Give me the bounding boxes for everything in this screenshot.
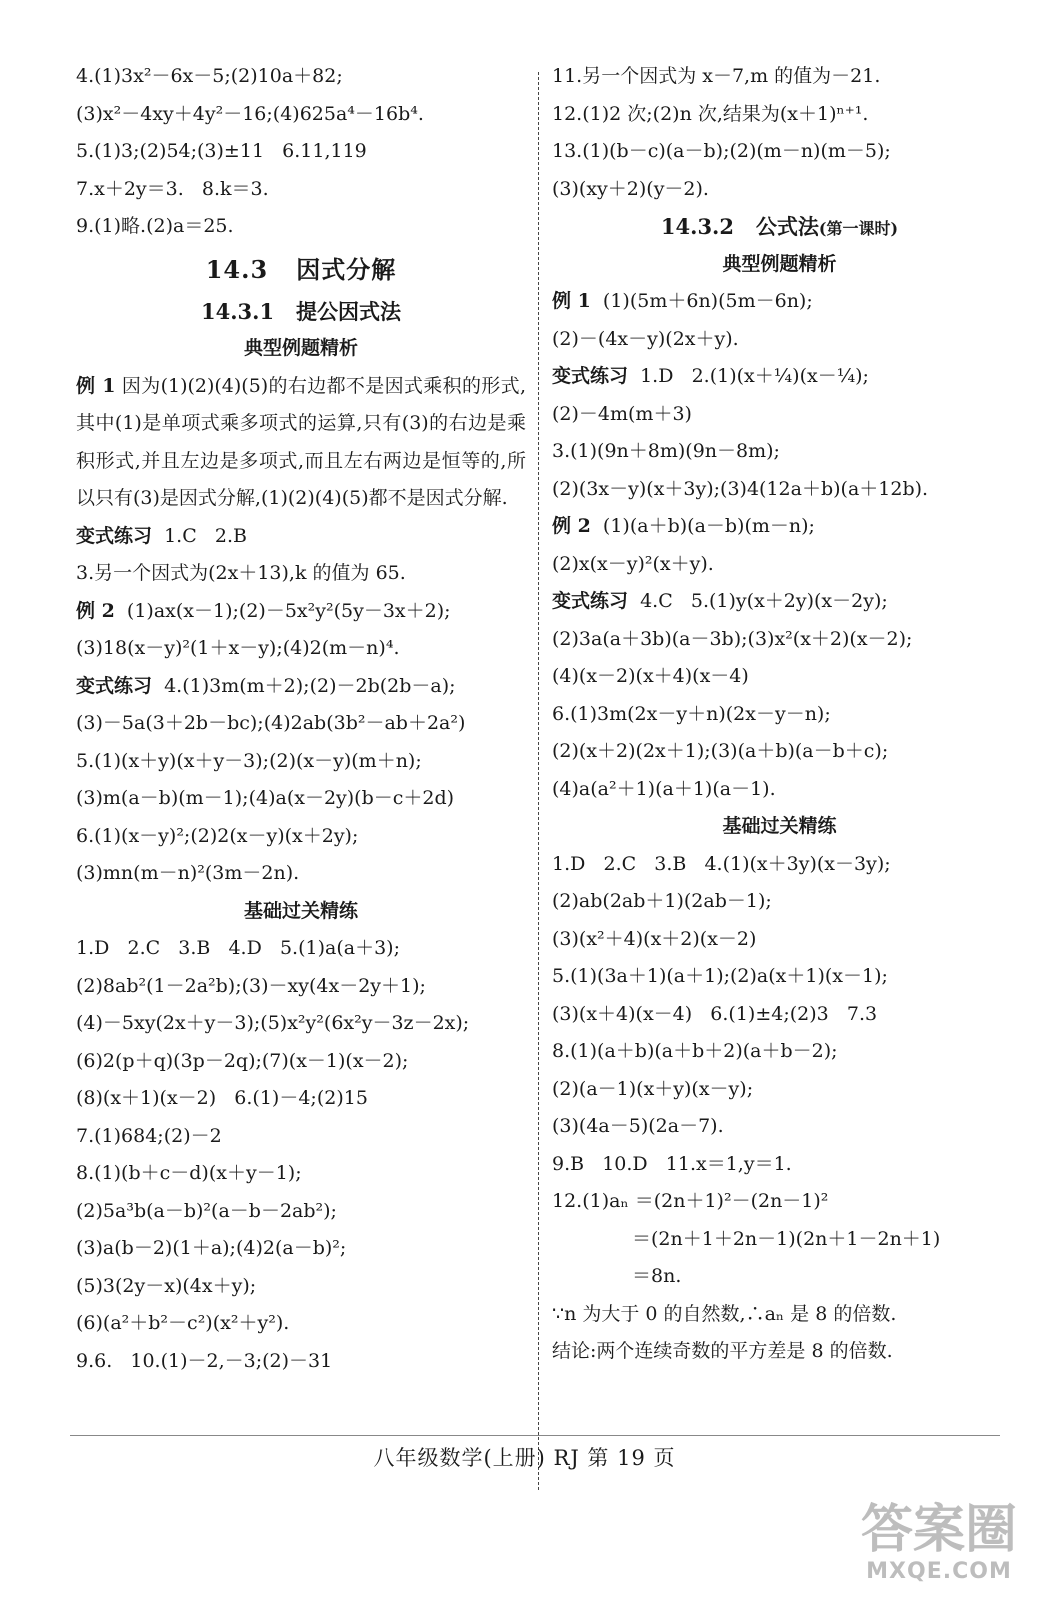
answer-line: (2)(x＋2)(2x＋1);(3)(a＋b)(a－b＋c);	[552, 740, 889, 762]
variant-text: 1.C 2.B	[152, 524, 247, 547]
example-label: 例 2	[76, 599, 115, 622]
answer-line: 1.D 2.C 3.B 4.(1)(x＋3y)(x－3y);	[552, 852, 891, 875]
answer-line: 3.(1)(9n＋8m)(9n－8m);	[552, 440, 780, 462]
answer-line: 5.(1)(x＋y)(x＋y－3);(2)(x－y)(m＋n);	[76, 749, 422, 772]
subsection-note: (第一课时)	[818, 219, 899, 238]
example-label: 例 1	[552, 290, 591, 312]
variant-label: 变式练习	[76, 674, 153, 697]
answer-line: 7.x＋2y＝3. 8.k＝3.	[76, 177, 269, 200]
answer-line: (2)5a³b(a－b)²(a－b－2ab²);	[76, 1199, 337, 1222]
answer-line: (2)－(4x－y)(2x＋y).	[552, 327, 739, 350]
watermark-url: MXQE.COM	[866, 1559, 1012, 1584]
variant-label: 变式练习	[552, 365, 629, 387]
answer-line: (3)mn(m－n)²(3m－2n).	[76, 862, 300, 884]
answer-line: (3)－5a(3＋2b－bc);(4)2ab(3b²－ab＋2a²)	[76, 712, 466, 734]
answer-line: (2)x(x－y)²(x＋y).	[552, 552, 714, 575]
answer-line: ＝8n.	[632, 1265, 682, 1287]
example-text: (1)(a＋b)(a－b)(m－n);	[590, 515, 815, 537]
answer-line: (2)8ab²(1－2a²b);(3)－xy(4x－2y＋1);	[76, 974, 426, 997]
answer-line: (4)(x－2)(x＋4)(x－4)	[552, 665, 749, 687]
answer-line: 9.6. 10.(1)－2,－3;(2)－31	[76, 1349, 333, 1372]
answer-line: (2)－4m(m＋3)	[552, 402, 692, 425]
example-text: (1)ax(x－1);(2)－5x²y²(5y－3x＋2);	[114, 599, 451, 622]
variant-practice-line	[552, 583, 1007, 621]
answer-line: (8)(x＋1)(x－2) 6.(1)－4;(2)15	[76, 1087, 368, 1109]
example-text: (1)(5m＋6n)(5m－6n);	[590, 290, 813, 312]
example-2-line	[552, 508, 1007, 546]
answer-line: (3)a(b－2)(1＋a);(4)2(a－b)²;	[76, 1237, 347, 1259]
subsection-title-text: 14.3.2 公式法	[660, 214, 819, 239]
answer-line: (5)3(2y－x)(4x＋y);	[76, 1274, 257, 1297]
left-column	[76, 58, 526, 1380]
variant-text: 4.C 5.(1)y(x＋2y)(x－2y);	[628, 590, 888, 612]
answer-line: (3)(xy＋2)(y－2).	[552, 177, 709, 200]
left-top-lines	[76, 58, 526, 246]
heading-typical-examples: 典型例题精析	[243, 337, 358, 359]
subsection-title	[552, 208, 1007, 246]
variant-practice-line	[76, 668, 526, 706]
answer-line: (3)18(x－y)²(1＋x－y);(4)2(m－n)⁴.	[76, 637, 400, 659]
answer-line: 4.(1)3x²－6x－5;(2)10a＋82;	[76, 65, 343, 87]
answer-line: 6.(1)(x－y)²;(2)2(x－y)(x＋2y);	[76, 824, 359, 847]
answer-line: (4)－5xy(2x＋y－3);(5)x²y²(6x²y－3z－2x);	[76, 1012, 470, 1034]
footer-rule	[70, 1435, 1000, 1436]
example-1-line	[552, 283, 1007, 321]
answer-line: (3)x²－4xy＋4y²－16;(4)625a⁴－16b⁴.	[76, 102, 424, 125]
right-column	[552, 58, 1007, 1371]
answer-line: (3)m(a－b)(m－1);(4)a(x－2y)(b－c＋2d)	[76, 787, 455, 809]
variant-text: 1.D 2.(1)(x＋¼)(x－¼);	[628, 365, 869, 387]
heading-typical-examples: 典型例题精析	[722, 252, 837, 275]
answer-line: 7.(1)684;(2)－2	[76, 1124, 222, 1147]
subsection-title: 14.3.1 提公因式法	[200, 298, 401, 324]
answer-line: 6.(1)3m(2x－y＋n)(2x－y－n);	[552, 702, 831, 725]
watermark-glyphs: 答案圈	[860, 1500, 1017, 1560]
answer-line: ＝(2n＋1＋2n－1)(2n＋1－2n＋1)	[632, 1227, 941, 1250]
heading-basic-practice: 基础过关精练	[243, 899, 358, 922]
answer-line: 13.(1)(b－c)(a－b);(2)(m－n)(m－5);	[552, 140, 891, 162]
answer-line: (3)(x²＋4)(x＋2)(x－2)	[552, 927, 757, 950]
answer-line: (2)(a－1)(x＋y)(x－y);	[552, 1077, 754, 1100]
example-text: 因为(1)(2)(4)(5)的右边都不是因式乘积的形式,其中(1)是单项式乘多项式的运算,只有(3)的右边是乘积形式,并且左边是多项式,而且左右两边是恒等的,所以只有(3)是因式分解,(1)(2)(4)(5)都不是因式分解.	[76, 374, 526, 509]
answer-line: 1.D 2.C 3.B 4.D 5.(1)a(a＋3);	[76, 937, 400, 959]
answer-line: ∵n 为大于 0 的自然数,∴aₙ 是 8 的倍数.	[552, 1302, 897, 1325]
answer-line: (6)(a²＋b²－c²)(x²＋y²).	[76, 1312, 290, 1334]
variant-practice-line	[552, 358, 1007, 396]
answer-line: 12.(1)2 次;(2)n 次,结果为(x＋1)ⁿ⁺¹.	[552, 102, 869, 125]
column-divider	[538, 72, 539, 1490]
variant-practice-line	[76, 518, 526, 556]
heading-basic-practice: 基础过关精练	[722, 815, 837, 837]
answer-line: (2)3a(a＋3b)(a－3b);(3)x²(x＋2)(x－2);	[552, 627, 913, 650]
answer-line: (6)2(p＋q)(3p－2q);(7)(x－1)(x－2);	[76, 1049, 409, 1072]
answer-line: 8.(1)(b＋c－d)(x＋y－1);	[76, 1162, 302, 1184]
answer-line: (2)(3x－y)(x＋3y);(3)4(12a＋b)(a＋12b).	[552, 477, 929, 500]
answer-line: 5.(1)3;(2)54;(3)±11 6.11,119	[76, 140, 367, 162]
answer-line: 9.(1)略.(2)a＝25.	[76, 215, 234, 237]
answer-line: (4)a(a²＋1)(a＋1)(a－1).	[552, 777, 776, 800]
variant-text: 4.(1)3m(m＋2);(2)－2b(2b－a);	[152, 674, 456, 697]
answer-line: (3)(x＋4)(x－4) 6.(1)±4;(2)3 7.3	[552, 1002, 878, 1025]
example-1-paragraph	[76, 368, 526, 518]
answer-line: 8.(1)(a＋b)(a＋b＋2)(a＋b－2);	[552, 1040, 838, 1062]
answer-line: 9.B 10.D 11.x＝1,y＝1.	[552, 1152, 792, 1175]
watermark-logo	[849, 1500, 1029, 1590]
answer-line: (3)(4a－5)(2a－7).	[552, 1115, 724, 1137]
example-label: 例 1	[76, 374, 116, 397]
answer-line: 3.另一个因式为(2x＋13),k 的值为 65.	[76, 562, 406, 584]
answer-line: 结论:两个连续奇数的平方差是 8 的倍数.	[552, 1340, 893, 1362]
answer-line: 5.(1)(3a＋1)(a＋1);(2)a(x＋1)(x－1);	[552, 965, 888, 987]
variant-label: 变式练习	[76, 524, 153, 547]
example-2-line	[76, 593, 526, 631]
answer-line: 12.(1)aₙ ＝(2n＋1)²－(2n－1)²	[552, 1190, 829, 1212]
section-title: 14.3 因式分解	[205, 254, 397, 284]
variant-label: 变式练习	[552, 590, 629, 612]
answer-line: 11.另一个因式为 x－7,m 的值为－21.	[552, 65, 881, 87]
example-label: 例 2	[552, 515, 591, 537]
answer-line: (2)ab(2ab＋1)(2ab－1);	[552, 890, 772, 912]
page-footer: 八年级数学(上册) RJ 第 19 页	[373, 1446, 676, 1470]
